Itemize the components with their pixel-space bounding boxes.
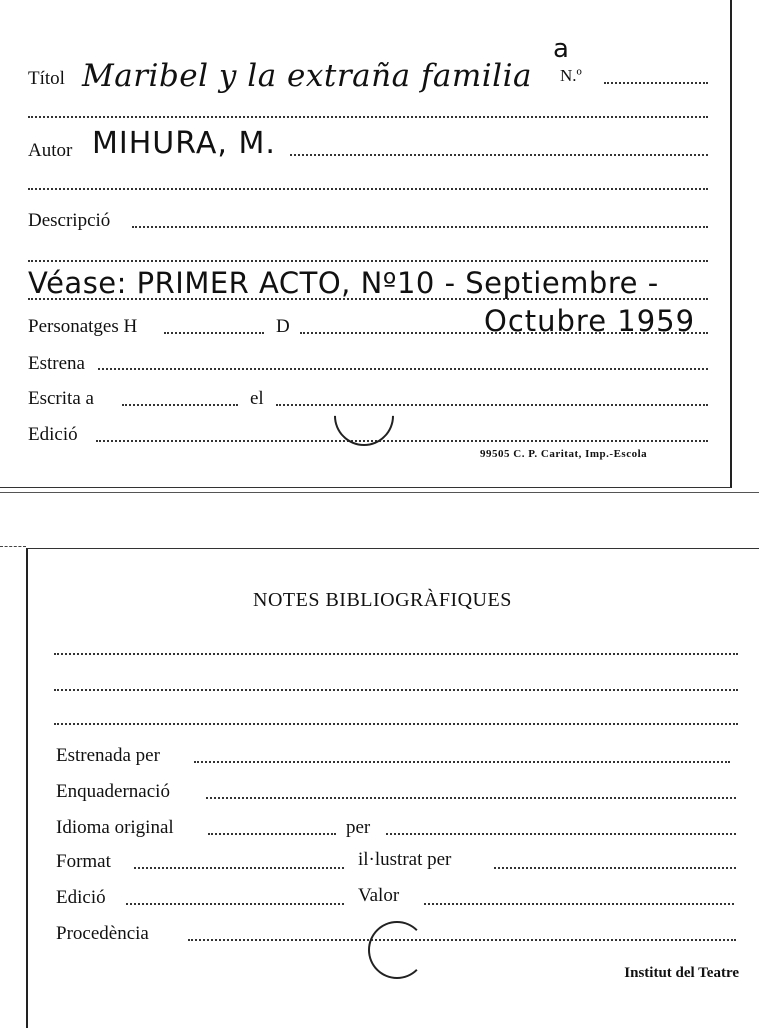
notes-dotted-line-3 <box>54 723 738 725</box>
punch-hole-mark <box>322 374 407 459</box>
el-label: el <box>250 388 264 409</box>
notes-dotted-line-2 <box>54 689 738 691</box>
per-label: per <box>346 817 371 838</box>
edicio-label: Edició <box>28 424 78 445</box>
estrena-dotted-line <box>98 368 708 370</box>
edicio-dotted-line <box>96 440 708 442</box>
estrena-label: Estrena <box>28 353 85 374</box>
format-label: Format <box>56 851 111 872</box>
illustrat-dotted-line <box>494 867 736 869</box>
num-dotted-line <box>604 82 708 84</box>
titol-value: Maribel y la extraña familia <box>82 58 532 94</box>
autor-value: MIHURA, M. <box>92 126 276 161</box>
num-label: N.º <box>560 66 582 85</box>
enquadernacio-dotted-line <box>206 797 736 799</box>
card-separator-line <box>0 492 759 493</box>
printer-imprint: 99505 C. P. Caritat, Imp.-Escola <box>480 448 648 460</box>
descripcio-dotted-line-2 <box>28 260 708 262</box>
estrenada-label: Estrenada per <box>56 745 160 766</box>
catalog-card-back <box>26 548 759 1028</box>
escrita-dotted-line <box>122 404 238 406</box>
descripcio-label: Descripció <box>28 210 111 231</box>
titol-superscript: a <box>553 34 570 64</box>
d-label: D <box>276 316 290 337</box>
personatges-h-dotted-line <box>164 332 264 334</box>
catalog-card-front <box>0 0 732 488</box>
note-dotted-line <box>28 298 708 300</box>
per-dotted-line <box>386 833 736 835</box>
back-edicio-dotted-line <box>126 903 344 905</box>
procedencia-label: Procedència <box>56 923 149 944</box>
procedencia-dotted-line <box>188 939 736 941</box>
back-title: NOTES BIBLIOGRÀFIQUES <box>253 589 512 611</box>
autor-dotted-line <box>290 154 708 156</box>
idioma-label: Idioma original <box>56 817 174 838</box>
enquadernacio-label: Enquadernació <box>56 781 170 802</box>
handwritten-note-line-2: Octubre 1959 <box>484 304 696 338</box>
institut-imprint: Institut del Teatre <box>624 965 739 981</box>
handwritten-note-line-1: Véase: PRIMER ACTO, Nº10 - Septiembre - <box>28 266 659 300</box>
valor-dotted-line <box>424 903 734 905</box>
back-edicio-label: Edició <box>56 887 106 908</box>
valor-label: Valor <box>358 885 400 906</box>
escrita-label: Escrita a <box>28 388 94 409</box>
descripcio-dotted-line <box>132 226 708 228</box>
idioma-dotted-line <box>208 833 336 835</box>
titol-dotted-line-2 <box>28 116 708 118</box>
card-edge-mark <box>0 546 26 547</box>
titol-label: Títol <box>28 68 65 89</box>
back-punch-hole-mark <box>368 921 426 979</box>
estrenada-dotted-line <box>194 761 730 763</box>
illustrat-label: il·lustrat per <box>358 849 452 870</box>
notes-dotted-line-1 <box>54 653 738 655</box>
autor-label: Autor <box>28 140 73 161</box>
autor-dotted-line-2 <box>28 188 708 190</box>
format-dotted-line <box>134 867 344 869</box>
personatges-label: Personatges H <box>28 316 138 337</box>
